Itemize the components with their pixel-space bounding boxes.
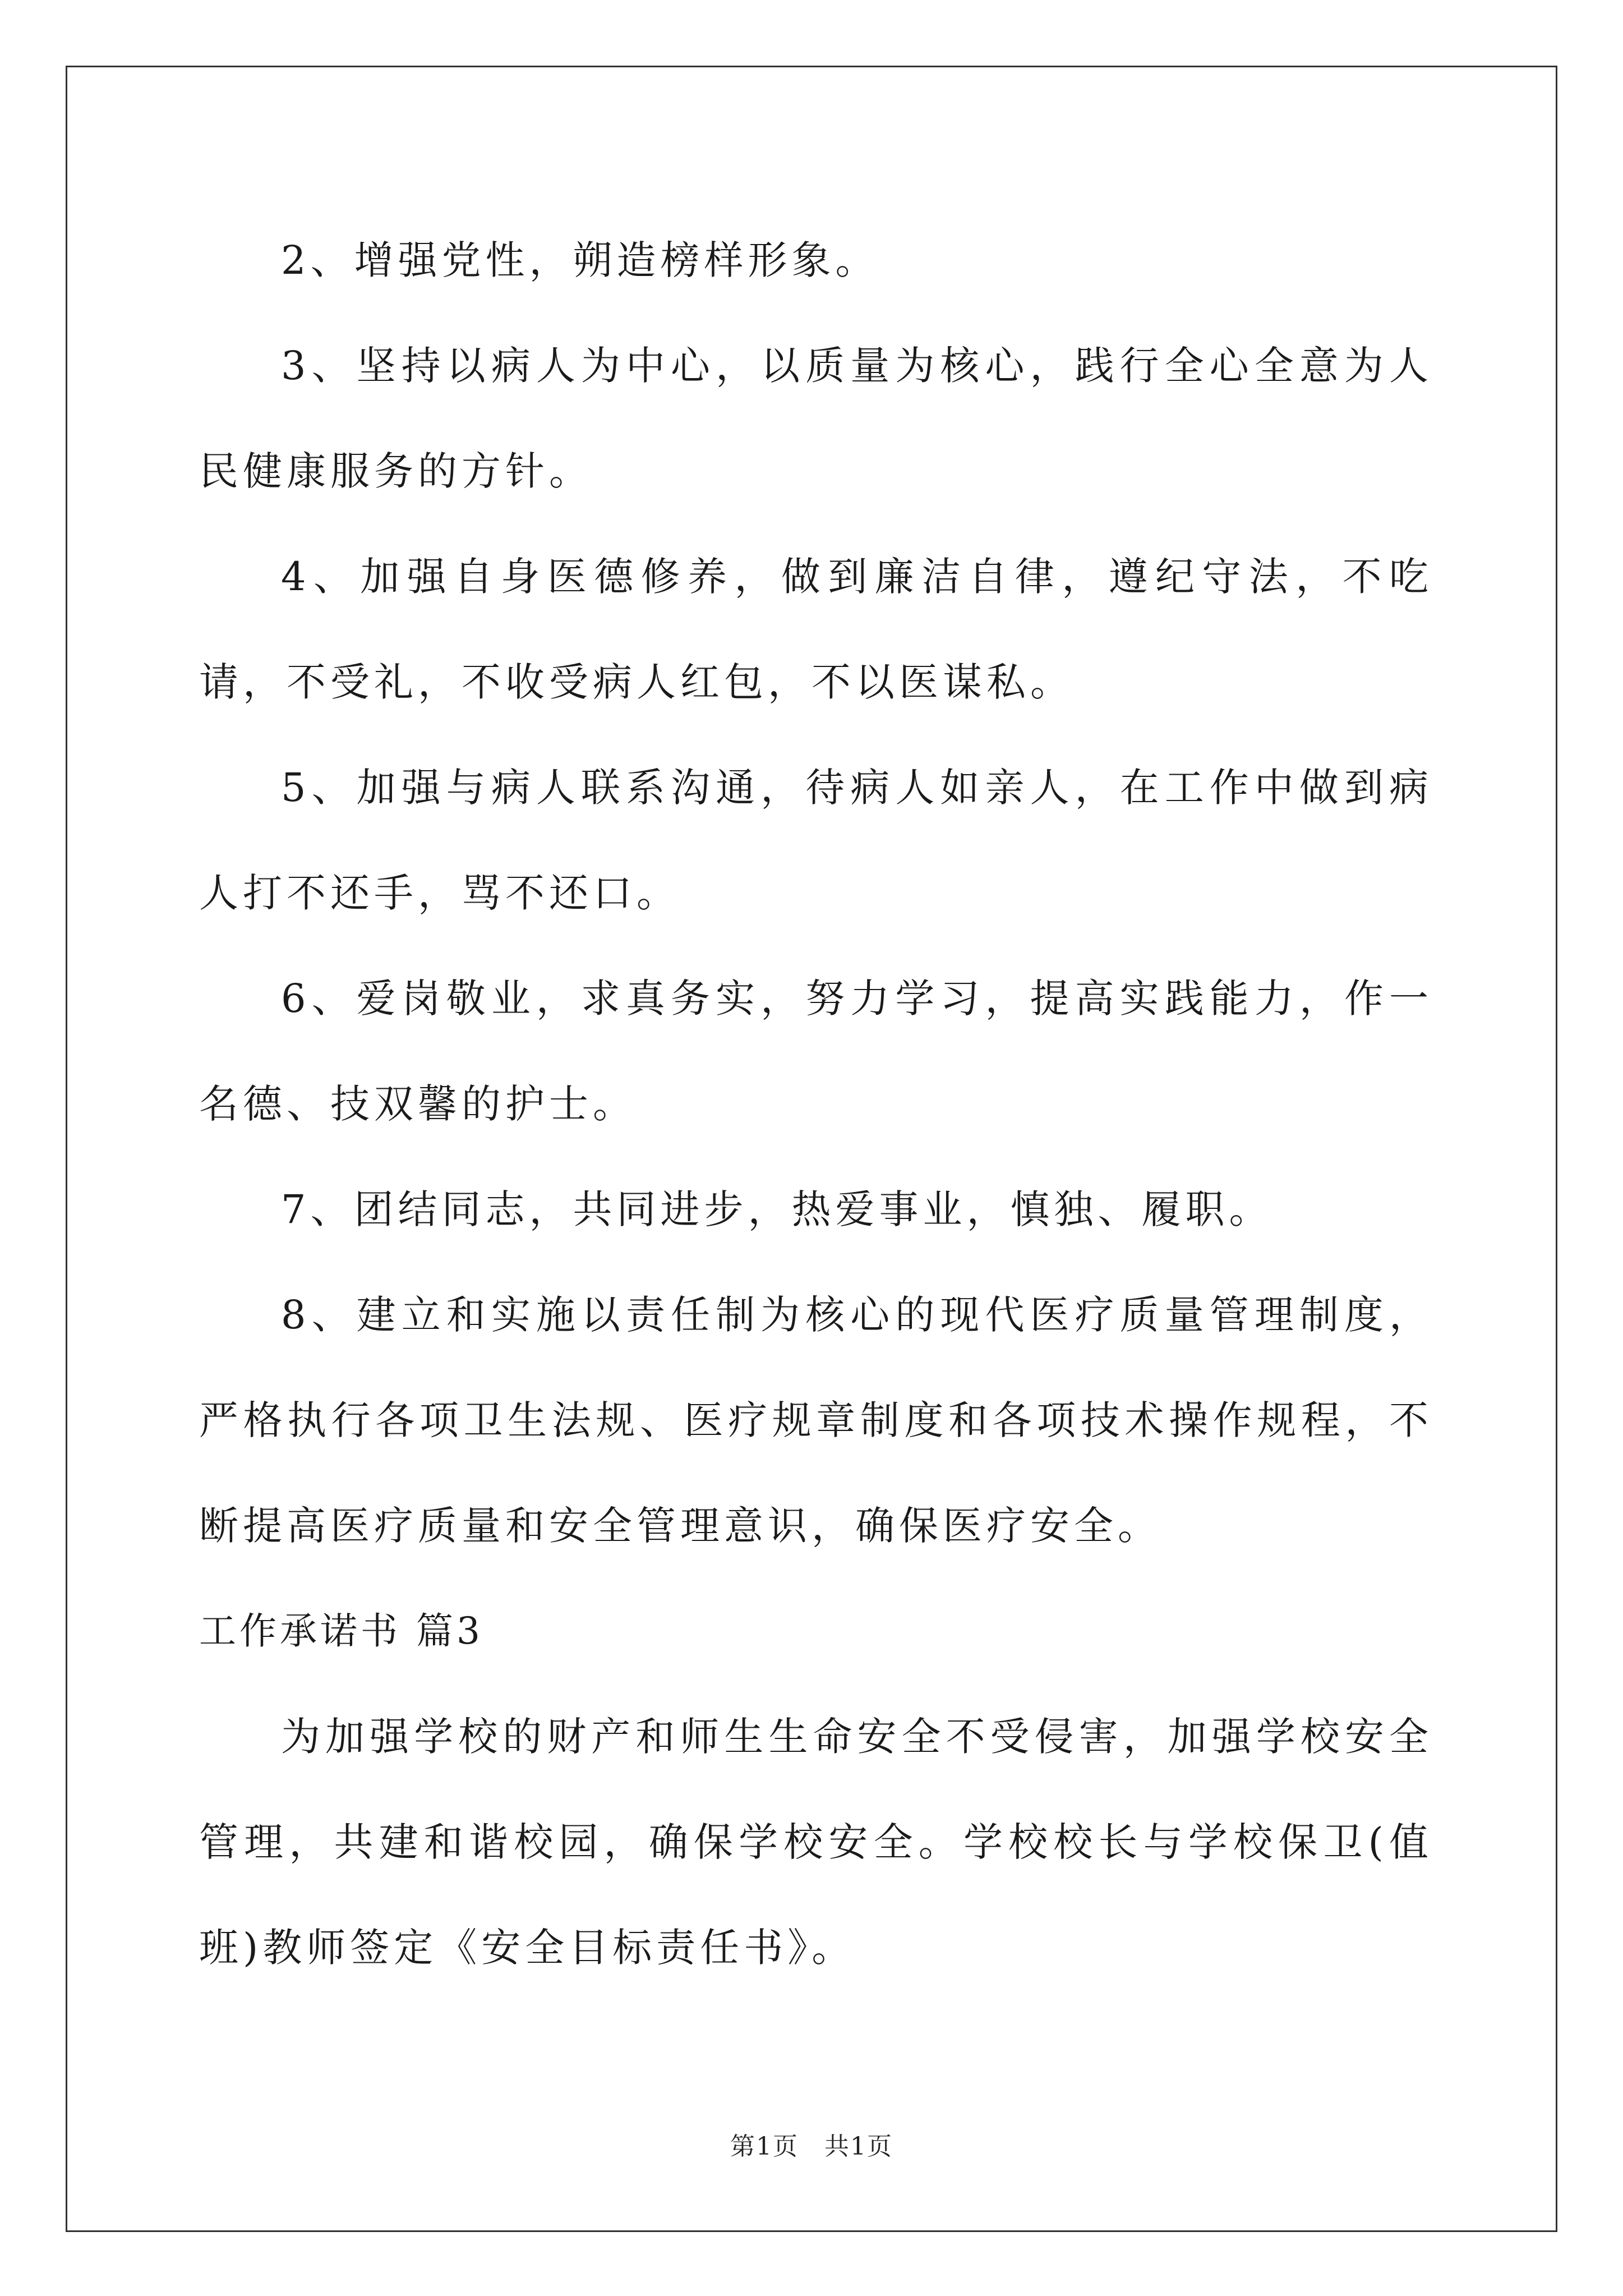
- paragraph-item-8: 8、建立和实施以责任制为核心的现代医疗质量管理制度，严格执行各项卫生法规、医疗规章制度和各项技术操作规程，不断提高医疗质量和安全管理意识，确保医疗安全。: [199, 1292, 1433, 1549]
- paragraph-item-7: 7、团结同志，共同进步，热爱事业，慎独、履职。: [281, 1186, 1273, 1232]
- paragraph-item-2: 2、增强党性，朔造榜样形象。: [281, 237, 879, 283]
- section-heading: 工作承诺书 篇3: [199, 1609, 483, 1653]
- document-body: [199, 208, 1433, 2000]
- paragraph-item-6: 6、爱岗敬业，求真务实，努力学习，提高实践能力，作一名德、技双馨的护士。: [199, 976, 1433, 1127]
- paragraph-item-3: 3、坚持以病人为中心，以质量为核心，践行全心全意为人民健康服务的方针。: [199, 343, 1433, 494]
- paragraph-item-4: 4、加强自身医德修养，做到廉洁自律，遵纪守法，不吃请，不受礼，不收受病人红包，不以医谋私。: [199, 554, 1433, 705]
- paragraph-item-5: 5、加强与病人联系沟通，待病人如亲人，在工作中做到病人打不还手，骂不还口。: [199, 765, 1433, 916]
- paragraph-intro: 为加强学校的财产和师生生命安全不受侵害，加强学校安全管理，共建和谐校园，确保学校安全。学校校长与学校保卫(值班)教师签定《安全目标责任书》。: [199, 1714, 1433, 1971]
- page-number-footer: 第1页 共1页: [730, 2132, 893, 2161]
